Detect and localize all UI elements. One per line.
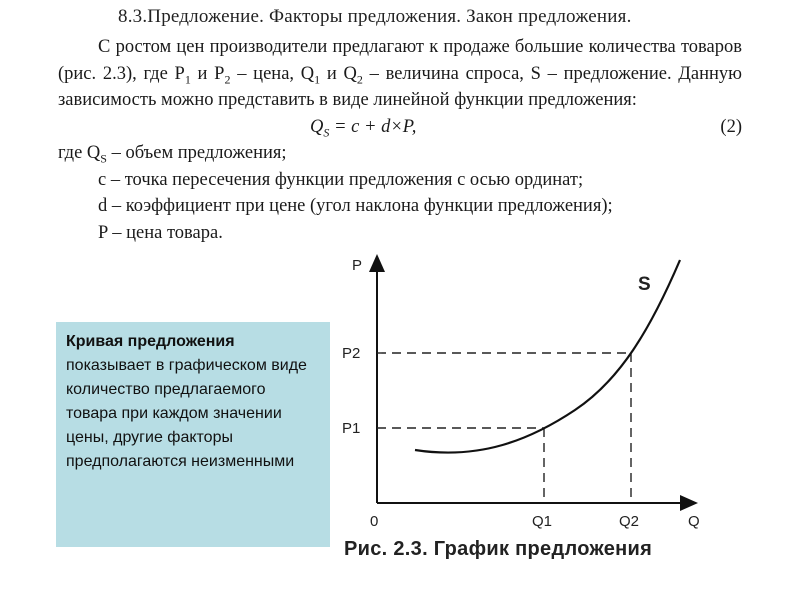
formula-number: (2) <box>720 116 742 137</box>
supply-formula <box>310 114 416 141</box>
curve-label-s: S <box>638 274 651 295</box>
para-part-1: С ростом цен производители предлагают к продаже большие количества товаров (рис. 2.3), где P <box>58 37 742 84</box>
definition-qs <box>58 140 742 167</box>
q1-tick-label: Q1 <box>532 513 553 530</box>
definition-c: c – точка пересечения функции предложения с осью ординат; <box>98 169 584 190</box>
body-text <box>58 34 742 246</box>
q2-tick-label: Q2 <box>619 513 640 530</box>
infobox-heading: Кривая предложения <box>66 333 235 350</box>
formula-lhs-subscript: S <box>323 125 330 140</box>
intro-paragraph <box>58 34 742 114</box>
formula-rhs: = c + d×P, <box>329 116 417 137</box>
supply-curve-infobox <box>56 322 330 547</box>
formula-lhs: Q <box>310 116 324 137</box>
para-part-2: и P <box>190 63 225 84</box>
figure-caption: Рис. 2.3. График предложения <box>344 538 653 560</box>
q1-subscript: 1 <box>314 72 321 87</box>
x-axis-label: Q <box>688 513 700 530</box>
def-qs-subscript: S <box>100 151 107 166</box>
formula-row <box>58 114 742 141</box>
def-qs-rest: – объем предложения; <box>106 143 287 163</box>
para-part-3: – цена, Q <box>230 63 315 84</box>
p2-tick-label: P2 <box>342 345 361 362</box>
slide-title: 8.3.Предложение. Факторы предложения. Закон предложения. <box>118 6 632 27</box>
y-axis-label: P <box>352 257 363 274</box>
q2-subscript: 2 <box>356 72 363 87</box>
origin-label: 0 <box>370 513 379 530</box>
infobox-text: показывает в графическом виде количество предлагаемого товара при каждом значении цены, другие факторы предполагаются неизменными <box>66 357 307 470</box>
supply-graph <box>330 250 730 540</box>
para-part-5: – величина спроса, S – предложение. Данную зависимость можно представить в виде линейной функции предложения: <box>58 63 742 110</box>
para-part-4: и Q <box>320 63 357 84</box>
definition-p: P – цена товара. <box>98 222 223 243</box>
definition-d: d – коэффициент при цене (угол наклона функции предложения); <box>98 196 613 216</box>
p1-tick-label: P1 <box>342 420 361 437</box>
p1-subscript: 1 <box>184 72 191 87</box>
p2-subscript: 2 <box>224 72 231 87</box>
def-qs-prefix: где Q <box>58 143 101 163</box>
